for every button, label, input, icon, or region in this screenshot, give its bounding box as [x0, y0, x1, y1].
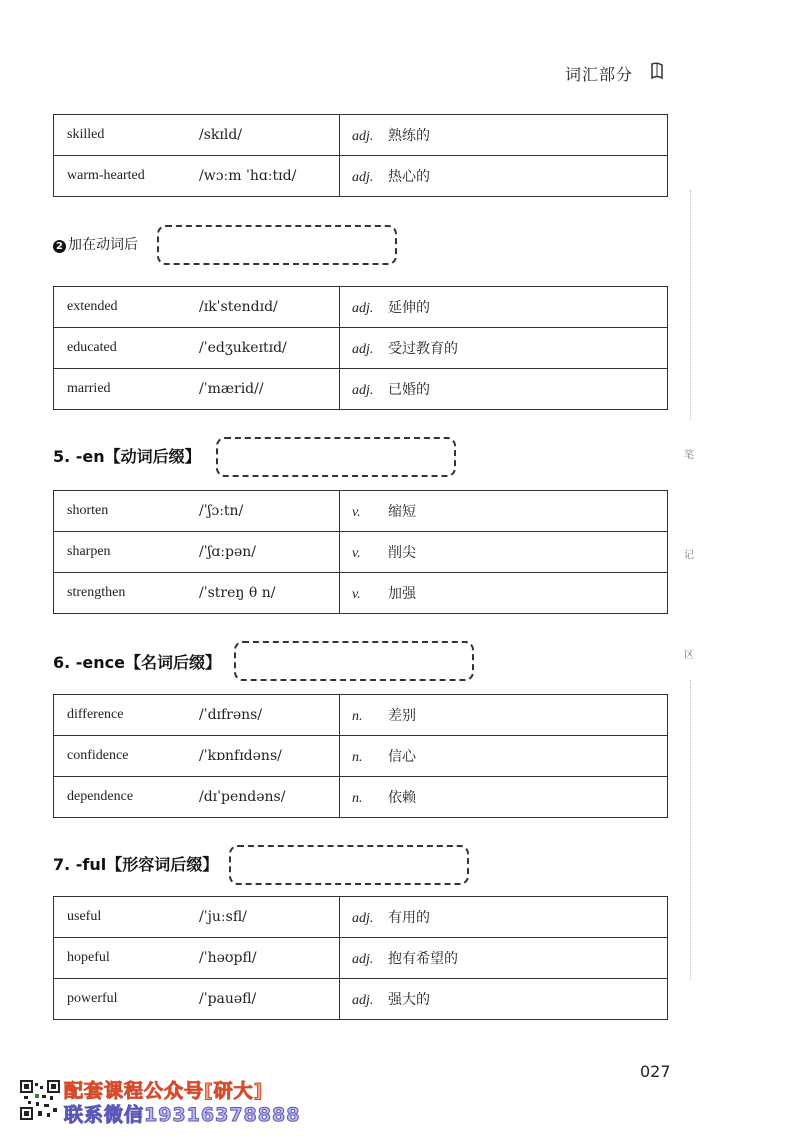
book-icon [650, 62, 664, 80]
part-of-speech: v. [352, 505, 361, 520]
part-of-speech: adj. [352, 952, 374, 967]
ipa-cell: /ˈʃɔːtn/ [199, 503, 244, 519]
answer-blank-box[interactable] [234, 641, 474, 681]
table-row [54, 573, 668, 614]
chinese-meaning: 缩短 [388, 504, 416, 520]
meaning-cell [340, 287, 668, 328]
answer-blank-box[interactable] [216, 437, 456, 477]
part-of-speech: v. [352, 587, 361, 602]
part-of-speech: adj. [352, 911, 374, 926]
meaning-cell [340, 979, 668, 1020]
word-cell: extended [67, 299, 118, 314]
word-cell: hopeful [54, 938, 200, 979]
part-of-speech: adj. [352, 170, 374, 185]
meaning-cell [340, 369, 668, 410]
notes-margin-line [690, 190, 691, 420]
vocab-table-top [53, 114, 668, 197]
table-row [54, 369, 668, 410]
meaning-cell [340, 897, 668, 938]
word-cell: sharpen [54, 532, 200, 573]
part-of-speech: adj. [352, 383, 374, 398]
chinese-meaning: 熟练的 [388, 128, 430, 144]
vocab-table-en [53, 490, 668, 614]
ipa-cell: /ˈkɒnfɪdəns/ [199, 736, 340, 777]
chinese-meaning: 信心 [388, 749, 416, 765]
meaning-cell [340, 115, 668, 156]
word-cell: confidence [54, 736, 200, 777]
ipa-cell: /skɪld/ [199, 127, 243, 143]
chinese-meaning: 热心的 [388, 169, 430, 185]
page-number: 027 [640, 1062, 671, 1081]
word-cell: married [54, 369, 200, 410]
chinese-meaning: 加强 [388, 586, 416, 602]
table-row [54, 491, 668, 532]
meaning-cell [340, 695, 668, 736]
word-cell: shorten [67, 503, 109, 518]
vocab-table-ence [53, 694, 668, 818]
part-of-speech: n. [352, 709, 363, 724]
ipa-cell: /ˈpauəfl/ [199, 979, 340, 1020]
answer-blank-box[interactable] [229, 845, 469, 885]
chinese-meaning: 已婚的 [388, 382, 430, 398]
promo-official-account: 配套课程公众号[研大] [64, 1080, 264, 1102]
ipa-cell: /ˈmærid// [199, 369, 340, 410]
notes-margin-line [690, 680, 691, 980]
vocab-table-verb [53, 286, 668, 410]
table-row [54, 115, 668, 156]
part-of-speech: adj. [352, 993, 374, 1008]
chinese-meaning: 依赖 [388, 790, 416, 806]
table-row [54, 777, 668, 818]
table-row [54, 156, 668, 197]
part-of-speech: n. [352, 791, 363, 806]
table-row [54, 897, 668, 938]
ipa-cell: /wɔːm ˈhɑːtɪd/ [199, 156, 340, 197]
part-of-speech: adj. [352, 301, 374, 316]
meaning-cell [340, 573, 668, 614]
ipa-cell: /ˈjuːsfl/ [199, 909, 247, 925]
chinese-meaning: 有用的 [388, 910, 430, 926]
table-row [54, 736, 668, 777]
notes-side-char: 笔 [684, 450, 694, 461]
answer-blank-box[interactable] [157, 225, 397, 265]
section-heading-ful: 7. -ful【形容词后缀】 [53, 855, 219, 874]
word-cell: skilled [67, 127, 105, 142]
ipa-cell: /ˈhəʊpfl/ [199, 938, 340, 979]
meaning-cell [340, 938, 668, 979]
word-cell: strengthen [54, 573, 200, 614]
chinese-meaning: 强大的 [388, 992, 430, 1008]
table-row [54, 695, 668, 736]
meaning-cell [340, 736, 668, 777]
meaning-cell [340, 328, 668, 369]
chinese-meaning: 削尖 [388, 545, 416, 561]
qr-code-icon[interactable] [20, 1080, 60, 1120]
ipa-cell: /ˈstreŋ θ n/ [199, 573, 340, 614]
part-of-speech: v. [352, 546, 361, 561]
table-row [54, 287, 668, 328]
table-row [54, 532, 668, 573]
table-row [54, 979, 668, 1020]
part-of-speech: n. [352, 750, 363, 765]
chinese-meaning: 抱有希望的 [388, 951, 458, 967]
meaning-cell [340, 777, 668, 818]
table-row [54, 328, 668, 369]
word-cell: educated [54, 328, 200, 369]
section-heading-en: 5. -en【动词后缀】 [53, 447, 201, 466]
ipa-cell: /ˈdɪfrəns/ [199, 707, 263, 723]
table-row [54, 938, 668, 979]
meaning-cell [340, 532, 668, 573]
meaning-cell [340, 491, 668, 532]
notes-side-char: 记 [684, 550, 694, 561]
vocab-table-ful [53, 896, 668, 1020]
subsection-label: 加在动词后 [68, 237, 138, 253]
ipa-cell: /ɪkˈstendɪd/ [199, 299, 278, 315]
word-cell: useful [67, 909, 102, 924]
chinese-meaning: 延伸的 [388, 300, 430, 316]
word-cell: dependence [54, 777, 200, 818]
subsection-heading [53, 234, 138, 254]
word-cell: warm-hearted [54, 156, 200, 197]
word-cell: powerful [54, 979, 200, 1020]
chinese-meaning: 受过教育的 [388, 341, 458, 357]
section-heading-ence: 6. -ence【名词后缀】 [53, 653, 222, 672]
ipa-cell: /ˈʃɑːpən/ [199, 532, 340, 573]
meaning-cell [340, 156, 668, 197]
promo-wechat-contact: 联系微信19316378888 [64, 1104, 301, 1126]
ipa-cell: /ˈedʒukeɪtɪd/ [199, 328, 340, 369]
part-of-speech: adj. [352, 129, 374, 144]
page-header-title: 词汇部分 [565, 65, 634, 84]
ipa-cell: /dɪˈpendəns/ [199, 777, 340, 818]
notes-side-char: 区 [684, 650, 694, 661]
word-cell: difference [67, 707, 124, 722]
chinese-meaning: 差别 [388, 708, 416, 724]
circled-number: 2 [53, 240, 66, 253]
part-of-speech: adj. [352, 342, 374, 357]
